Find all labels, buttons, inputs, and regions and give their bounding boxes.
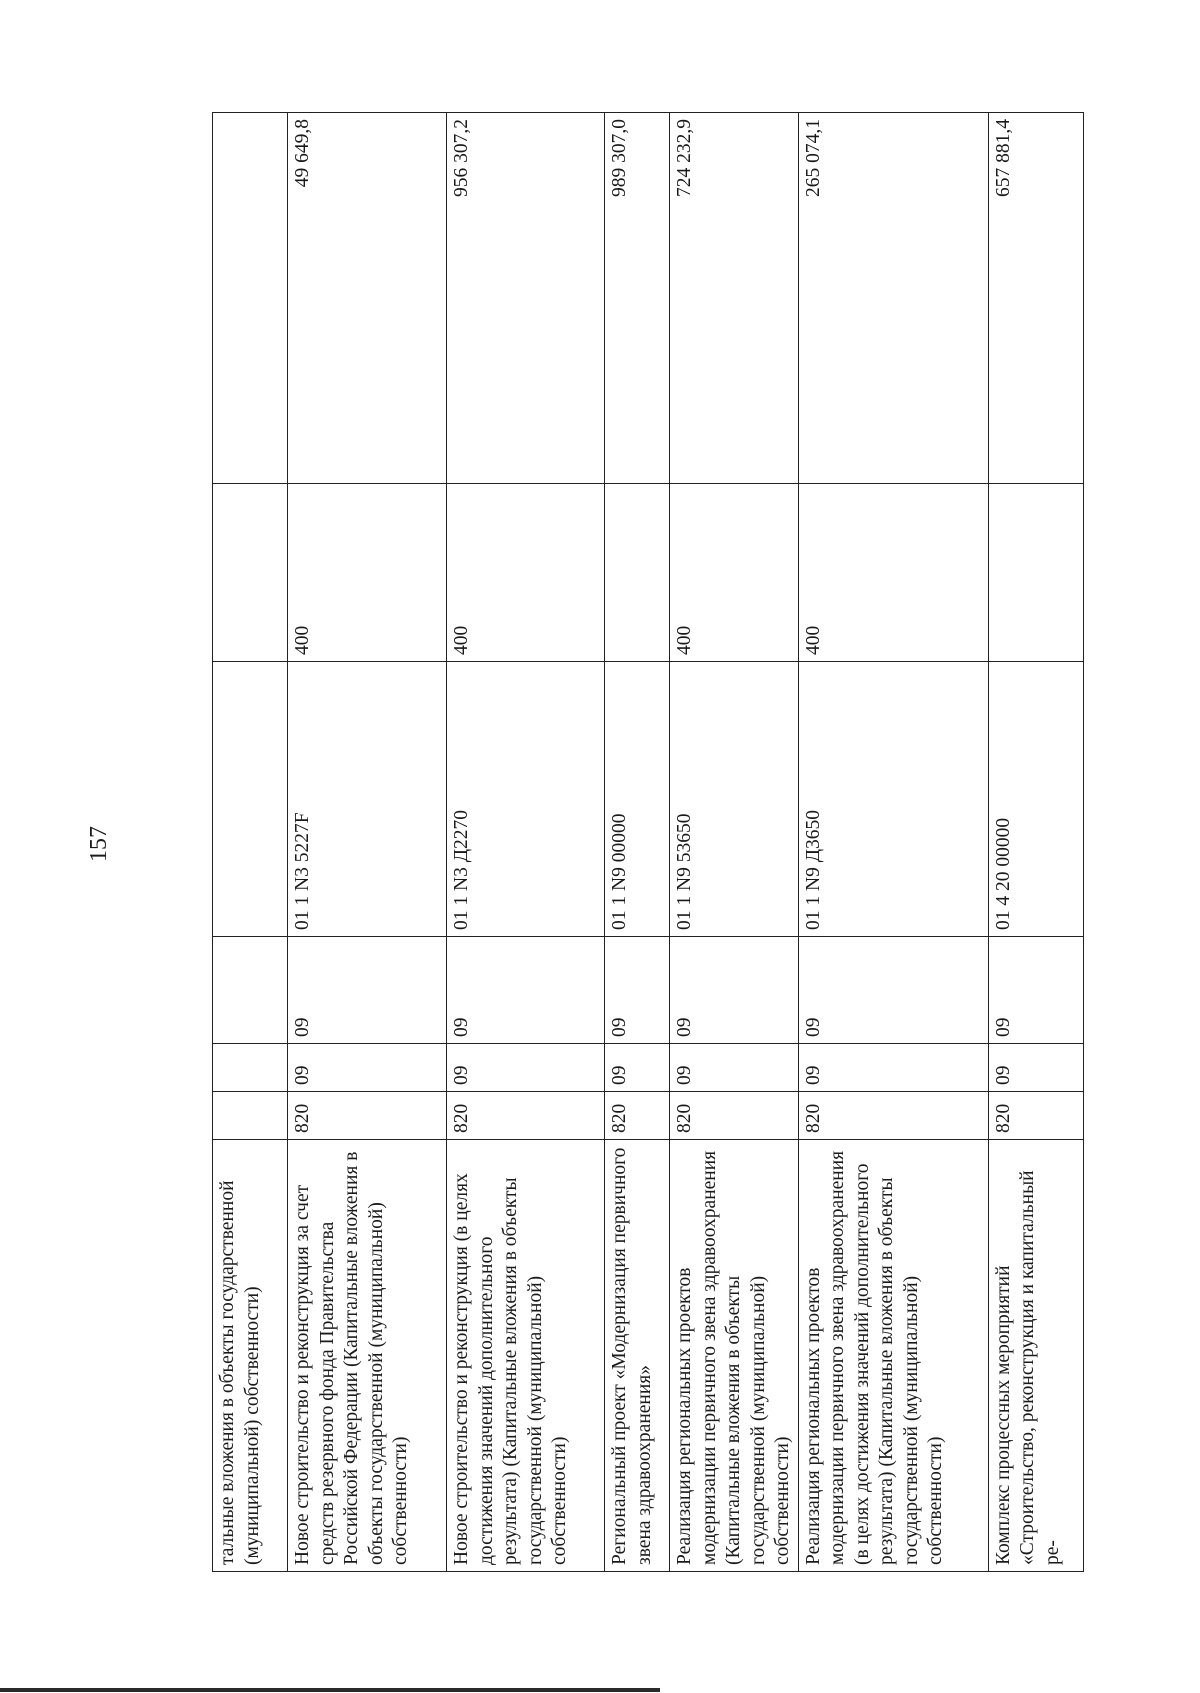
row-name: Новое строительство и реконструкция (в целях достижения значений дополнительного результата) (Капитальные вложения в объекты государственной (муниципальной) собственности) [447, 1140, 605, 1572]
expense-type-code [988, 484, 1083, 662]
amount: 956 307,2 [447, 113, 605, 484]
amount: 724 232,9 [670, 113, 799, 484]
subsection-code: 09 [798, 937, 988, 1044]
ministry-code [213, 1092, 288, 1140]
row-name: Реализация региональных проектов модернизации первичного звена здравоохранения (Капитальные вложения в объекты государственной (муниципальной) собственности) [670, 1140, 799, 1572]
page-number: 157 [86, 826, 112, 862]
target-article-code: 01 1 N3 5227F [288, 662, 447, 937]
table-row [213, 113, 288, 1572]
target-article-code: 01 4 20 00000 [988, 662, 1083, 937]
ministry-code: 820 [605, 1092, 670, 1140]
target-article-code [213, 662, 288, 937]
section-code: 09 [798, 1044, 988, 1092]
expense-type-code: 400 [798, 484, 988, 662]
ministry-code: 820 [798, 1092, 988, 1140]
ministry-code: 820 [288, 1092, 447, 1140]
subsection-code: 09 [670, 937, 799, 1044]
table-row [798, 113, 988, 1572]
target-article-code: 01 1 N9 00000 [605, 662, 670, 937]
subsection-code: 09 [605, 937, 670, 1044]
expense-type-code [213, 484, 288, 662]
amount: 989 307,0 [605, 113, 670, 484]
scan-edge-line [0, 1688, 660, 1692]
amount: 49 649,8 [288, 113, 447, 484]
table-row [605, 113, 670, 1572]
target-article-code: 01 1 N9 53650 [670, 662, 799, 937]
rotated-table-container [212, 113, 1107, 1572]
row-name: Региональный проект «Модернизация первичного звена здравоохранения» [605, 1140, 670, 1572]
ministry-code: 820 [447, 1092, 605, 1140]
section-code: 09 [605, 1044, 670, 1092]
amount [213, 113, 288, 484]
subsection-code [213, 937, 288, 1044]
subsection-code: 09 [447, 937, 605, 1044]
row-name: Новое строительство и реконструкция за счет средств резервного фонда Правительства Российской Федерации (Капитальные вложения в объекты государственной (муниципальной) собственности) [288, 1140, 447, 1572]
ministry-code: 820 [988, 1092, 1083, 1140]
row-name: Комплекс процессных мероприятий «Строительство, реконструкция и капитальный ре- [988, 1140, 1083, 1572]
row-name: тальные вложения в объекты государственной (муниципальной) собственности) [213, 1140, 288, 1572]
ministry-code: 820 [670, 1092, 799, 1140]
section-code: 09 [670, 1044, 799, 1092]
target-article-code: 01 1 N3 Д2270 [447, 662, 605, 937]
section-code: 09 [988, 1044, 1083, 1092]
row-name: Реализация региональных проектов модернизации первичного звена здравоохранения (в целях достижения значений дополнительного результата) (Капитальные вложения в объекты государственной (муниципальной) собственности) [798, 1140, 988, 1572]
target-article-code: 01 1 N9 Д3650 [798, 662, 988, 937]
table-row [988, 113, 1083, 1572]
section-code: 09 [288, 1044, 447, 1092]
table-row [670, 113, 799, 1572]
budget-table [212, 112, 1084, 1572]
amount: 265 074,1 [798, 113, 988, 484]
expense-type-code: 400 [670, 484, 799, 662]
subsection-code: 09 [988, 937, 1083, 1044]
section-code [213, 1044, 288, 1092]
expense-type-code: 400 [288, 484, 447, 662]
table-row [288, 113, 447, 1572]
expense-type-code [605, 484, 670, 662]
subsection-code: 09 [288, 937, 447, 1044]
section-code: 09 [447, 1044, 605, 1092]
expense-type-code: 400 [447, 484, 605, 662]
table-row [447, 113, 605, 1572]
amount: 657 881,4 [988, 113, 1083, 484]
